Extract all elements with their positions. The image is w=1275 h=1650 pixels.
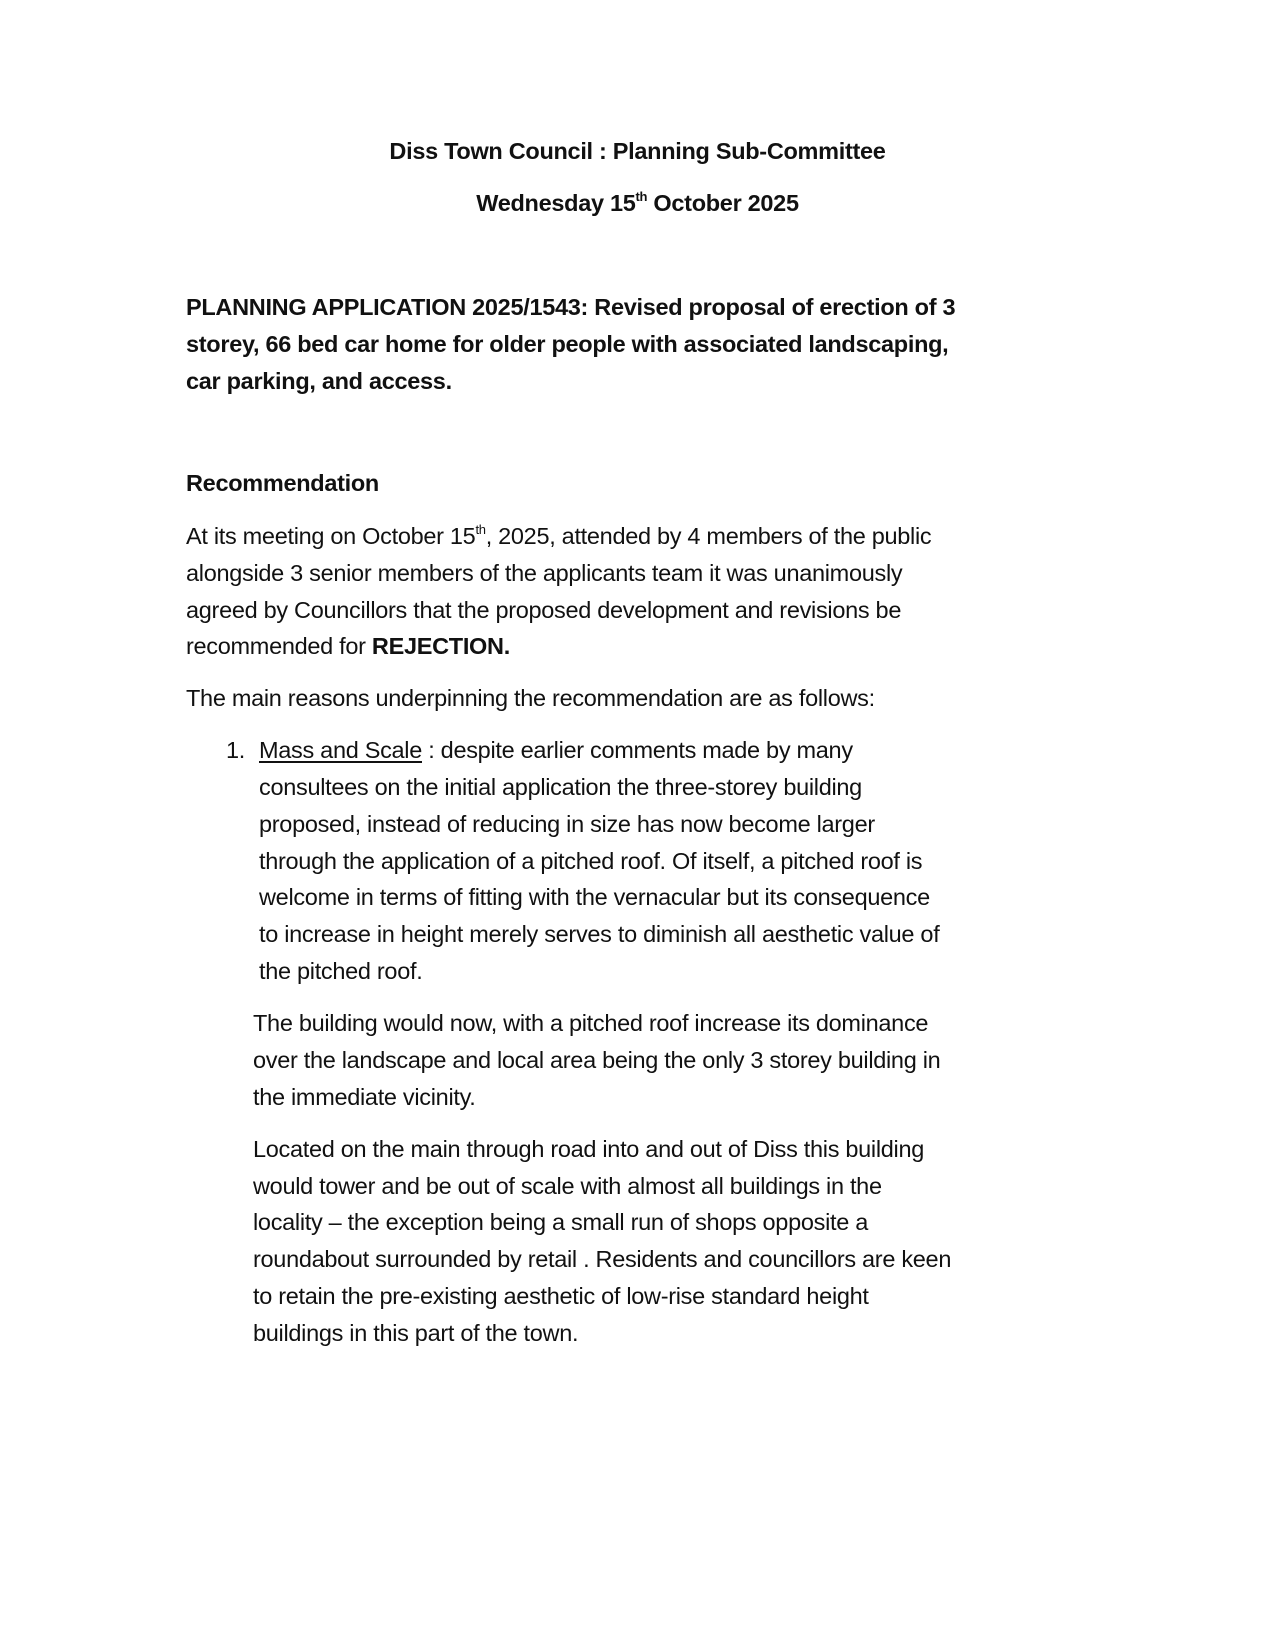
meeting-date [0,188,1275,218]
paragraph-line: buildings in this part of the town. [253,1320,579,1346]
paragraph-line: locality – the exception being a small run of shops opposite a [253,1209,868,1235]
paragraph-line: through the application of a pitched roof. Of itself, a pitched roof is [259,848,923,874]
paragraph-line: alongside 3 senior members of the applicants team it was unanimously [186,560,903,586]
paragraph-line: agreed by Councillors that the proposed development and revisions be [186,597,902,623]
paragraph-line: over the landscape and local area being the only 3 storey building in [253,1047,941,1073]
reasons-intro: The main reasons underpinning the recommendation are as follows: [186,685,875,711]
paragraph-line: to increase in height merely serves to diminish all aesthetic value of [259,921,940,947]
meeting-date-prefix: Wednesday 15 [476,190,636,216]
paragraph-line: The building would now, with a pitched roof increase its dominance [253,1010,929,1036]
paragraph-line: roundabout surrounded by retail . Residents and councillors are keen [253,1246,952,1272]
paragraph-line [186,521,931,551]
paragraph-line: to retain the pre-existing aesthetic of low-rise standard height [253,1283,869,1309]
application-heading-line: PLANNING APPLICATION 2025/1543: Revised proposal of erection of 3 [186,294,956,320]
document-title: Diss Town Council : Planning Sub-Committee [389,138,886,164]
rejection-verdict: REJECTION. [371,633,510,659]
paragraph-line: the immediate vicinity. [253,1084,476,1110]
application-heading-line: car parking, and access. [186,368,452,394]
paragraph-line: proposed, instead of reducing in size has now become larger [259,811,875,837]
text-segment: , 2025, attended by 4 members of the public [485,523,932,549]
paragraph-line: the pitched roof. [259,958,423,984]
paragraph-line [186,631,510,661]
paragraph-line: welcome in terms of fitting with the vernacular but its consequence [259,884,930,910]
text-segment: recommended for [186,633,372,659]
ordinal-suffix: th [475,522,486,538]
application-heading-line: storey, 66 bed car home for older people with associated landscaping, [186,331,949,357]
meeting-date-suffix: October 2025 [647,190,799,216]
paragraph-line: would tower and be out of scale with almost all buildings in the [253,1173,882,1199]
text-segment: : despite earlier comments made by many [422,737,853,763]
paragraph-line [259,735,853,765]
paragraph-line: consultees on the initial application the three-storey building [259,774,862,800]
recommendation-heading: Recommendation [186,470,379,496]
reason-title: Mass and Scale [259,737,422,763]
list-number: 1. [226,737,245,763]
text-segment: At its meeting on October 15 [186,523,476,549]
meeting-date-ordinal: th [635,189,648,205]
paragraph-line: Located on the main through road into and out of Diss this building [253,1136,924,1162]
